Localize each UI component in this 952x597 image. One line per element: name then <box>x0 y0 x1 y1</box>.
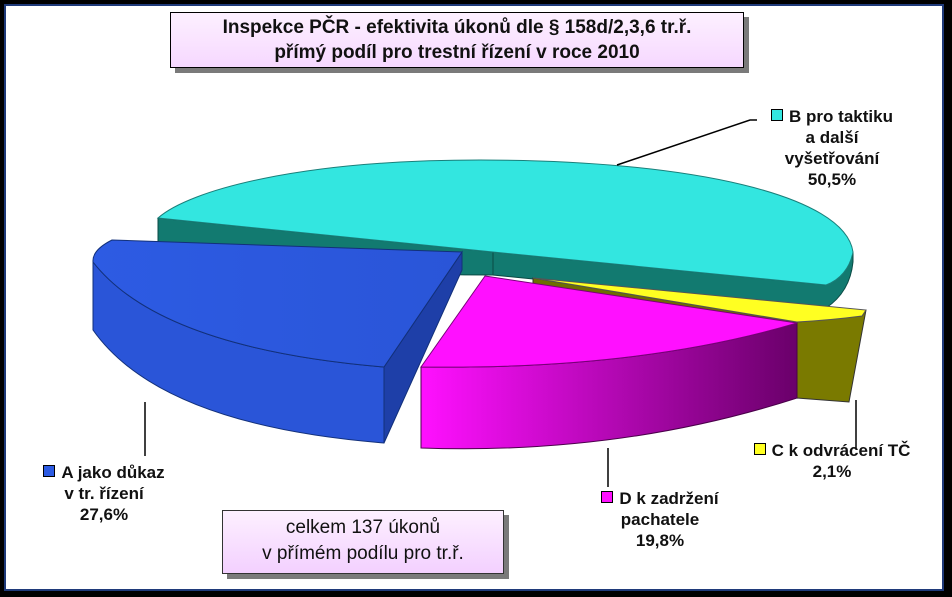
label-b-line-3: vyšetřování <box>784 149 880 168</box>
total-note <box>222 510 504 574</box>
label-d <box>570 488 750 551</box>
chart-title <box>170 12 744 68</box>
total-note-line-1: celkem 137 úkonů <box>285 517 441 538</box>
label-d-line-1: D k zadržení <box>619 489 719 508</box>
legend-swatch-b <box>771 109 783 121</box>
legend-swatch-a <box>43 465 55 477</box>
label-b <box>752 106 912 190</box>
label-a-line-2: v tr. řízení <box>64 484 144 503</box>
label-d-line-2: pachatele <box>620 510 700 529</box>
legend-swatch-c <box>754 443 766 455</box>
slice-a <box>93 240 462 443</box>
label-a-value: 27,6% <box>79 505 129 524</box>
label-c-line-1: C k odvrácení TČ <box>771 441 911 460</box>
leader-b <box>617 120 757 165</box>
slice-c-front <box>797 310 866 402</box>
label-b-line-1: B pro taktiku <box>789 107 893 126</box>
label-a <box>14 462 194 525</box>
label-c <box>732 440 932 482</box>
label-b-line-2: a další <box>805 128 859 147</box>
legend-swatch-d <box>601 491 613 503</box>
total-note-line-2: v přímém podílu pro tr.ř. <box>262 543 464 564</box>
title-line-1: Inspekce PČR - efektivita úkonů dle § 158d/2,3,6 tr.ř. <box>222 17 692 38</box>
label-b-value: 50,5% <box>807 170 857 189</box>
label-c-value: 2,1% <box>812 462 852 481</box>
title-line-2: přímý podíl pro trestní řízení v roce 2010 <box>274 42 640 63</box>
label-d-value: 19,8% <box>635 531 685 550</box>
label-a-line-1: A jako důkaz <box>61 463 165 482</box>
